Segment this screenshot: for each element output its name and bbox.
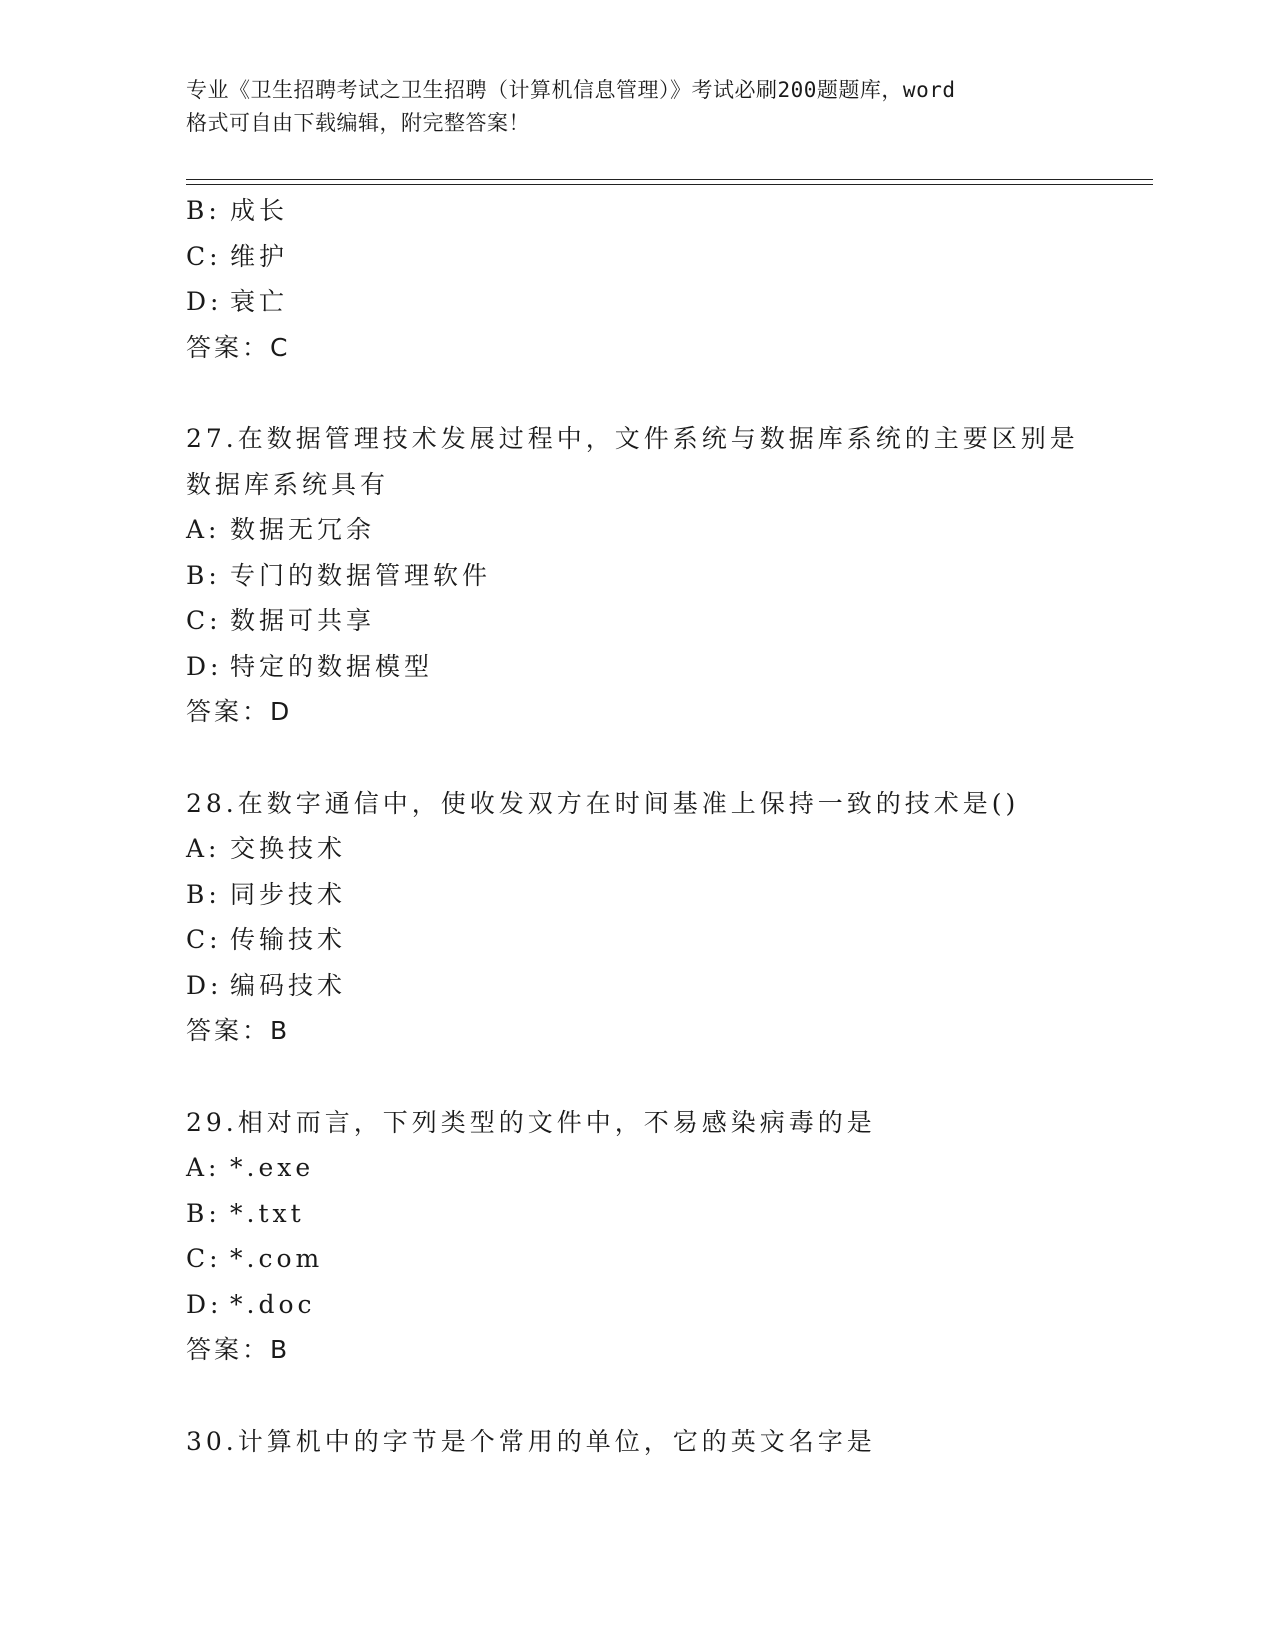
- option-b: B: *.txt: [186, 1198, 305, 1228]
- option-d: D: 特定的数据模型: [186, 651, 434, 681]
- option-b: B: 成长: [186, 196, 289, 225]
- option-a: A: 数据无冗余: [186, 515, 376, 544]
- question-text-line-2: 数据库系统具有: [186, 469, 390, 499]
- option-b: B: 同步技术: [186, 879, 347, 909]
- header-divider-top: [186, 179, 1153, 180]
- question-block-30: [186, 1419, 1146, 1465]
- question-block-29: [186, 1100, 1146, 1373]
- header-divider-bottom: [186, 184, 1153, 185]
- option-d: D: *.doc: [186, 1289, 316, 1319]
- option-c: C: 维护: [186, 241, 289, 271]
- option-b: B: 专门的数据管理软件: [186, 560, 492, 590]
- answer-line: 答案：D: [186, 697, 293, 726]
- spacer: [186, 735, 1146, 781]
- question-block-27: [186, 416, 1146, 735]
- spacer: [186, 1054, 1146, 1100]
- question-text-line-1: 27.在数据管理技术发展过程中，文件系统与数据库系统的主要区别是: [186, 424, 1079, 453]
- option-d: D: 衰亡: [186, 287, 289, 316]
- header-line-2: 格式可自由下载编辑，附完整答案！: [186, 111, 530, 135]
- question-block-26: [186, 188, 1146, 370]
- answer-line: 答案：B: [186, 1016, 291, 1045]
- option-c: C: 传输技术: [186, 925, 347, 954]
- document-header: [186, 74, 1086, 140]
- answer-line: 答案：C: [186, 332, 291, 362]
- question-text-line-1: 28.在数字通信中，使收发双方在时间基准上保持一致的技术是(): [186, 788, 1020, 818]
- question-block-28: [186, 781, 1146, 1054]
- option-a: A: *.exe: [186, 1153, 315, 1182]
- spacer: [186, 1373, 1146, 1419]
- header-line-1: 专业《卫生招聘考试之卫生招聘（计算机信息管理）》考试必刷200题题库，word: [186, 78, 956, 102]
- spacer: [186, 370, 1146, 416]
- question-text-line-1: 30.计算机中的字节是个常用的单位，它的英文名字是: [186, 1426, 876, 1456]
- question-text-line-1: 29.相对而言，下列类型的文件中，不易感染病毒的是: [186, 1107, 876, 1137]
- answer-line: 答案：B: [186, 1335, 291, 1364]
- option-c: C: *.com: [186, 1244, 324, 1273]
- option-a: A: 交换技术: [186, 834, 347, 863]
- option-c: C: 数据可共享: [186, 606, 376, 635]
- question-list: [186, 188, 1146, 1464]
- option-d: D: 编码技术: [186, 970, 347, 1000]
